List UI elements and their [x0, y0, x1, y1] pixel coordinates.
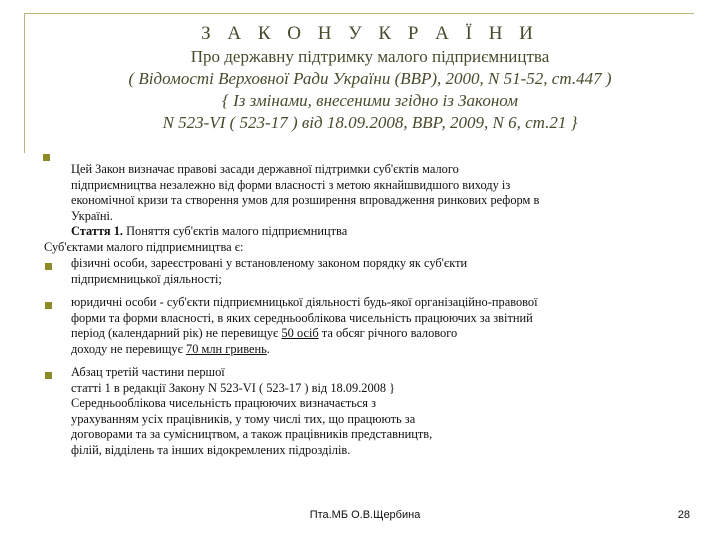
item-line: підприємницької діяльності; — [71, 271, 222, 286]
item-text: та обсяг річного валового — [318, 326, 458, 341]
item-line: юридичні особи - суб'єкти підприємницької діяльності будь-якої організаційно-правової — [71, 295, 538, 309]
item-line: урахуванням усіх працівників, у тому числі тих, що працюють за — [71, 411, 416, 426]
intro-line: Україні. — [71, 208, 114, 223]
law-title: З А К О Н У К Р А Ї Н И — [201, 23, 539, 44]
bullet-icon — [43, 154, 50, 161]
list-item — [71, 295, 685, 357]
revenue-limit: 70 млн гривень — [186, 341, 267, 356]
bullet-icon — [45, 302, 52, 309]
item-text: . — [266, 341, 270, 356]
footer-author: Пта.МБ О.В.Щербина — [309, 509, 421, 521]
top-rule — [24, 13, 694, 14]
article-heading — [71, 224, 685, 240]
list-item — [71, 365, 685, 459]
employee-limit: 50 осіб — [281, 326, 319, 341]
item-line: Середньооблікова чисельність працюючих визначається з — [71, 396, 376, 411]
intro-line: економічної кризи та створення умов для розширення впровадження ринкових реформ в — [71, 193, 540, 208]
bullet-icon — [45, 263, 52, 270]
subjects-line: Суб'єктами малого підприємництва є: — [44, 240, 244, 254]
law-source: ( Відомості Верховної Ради України (ВВР), 2000, N 51-52, ст.447 ) — [128, 69, 612, 88]
item-line: філій, відділень та інших відокремлених підрозділів. — [71, 442, 351, 457]
item-text: доходу не перевищує — [71, 341, 187, 356]
item-line: договорами та за сумісництвом, а також працівників представництв, — [71, 427, 433, 442]
intro-line: підприємництва незалежно від форми власності з метою якнайшвидшого виходу із — [71, 177, 511, 192]
item-line: Абзац третій частини першої — [71, 365, 225, 379]
article-title: Поняття суб'єктів малого підприємництва — [123, 224, 348, 239]
document-header — [30, 22, 710, 134]
intro-paragraph — [71, 162, 685, 240]
law-amendments: { Із змінами, внесеними згідно із Законом — [222, 91, 518, 110]
item-line: форми та форми власності, в яких середньооблікова чисельність працюючих за звітний — [71, 310, 533, 325]
page-number: 28 — [677, 509, 690, 521]
bullet-icon — [45, 372, 52, 379]
item-line: фізичні особи, зареєстровані у встановленому законом порядку як суб'єкти — [71, 256, 468, 270]
article-label: Стаття 1. — [71, 224, 124, 239]
item-line — [71, 342, 685, 358]
law-amendments-ref: N 523-VI ( 523-17 ) від 18.09.2008, ВВР, 2009, N 6, ст.21 } — [162, 113, 578, 132]
item-text: період (календарний рік) не перевищує — [71, 326, 282, 341]
item-line: статті 1 в редакції Закону N 523-VI ( 523-17 ) від 18.09.2008 } — [71, 380, 396, 395]
intro-line: Цей Закон визначає правові засади державної підтримки суб'єктів малого — [71, 162, 459, 176]
item-line — [71, 326, 685, 342]
list-item — [71, 256, 685, 287]
left-rule — [24, 13, 25, 153]
law-subtitle: Про державну підтримку малого підприємництва — [190, 47, 550, 66]
